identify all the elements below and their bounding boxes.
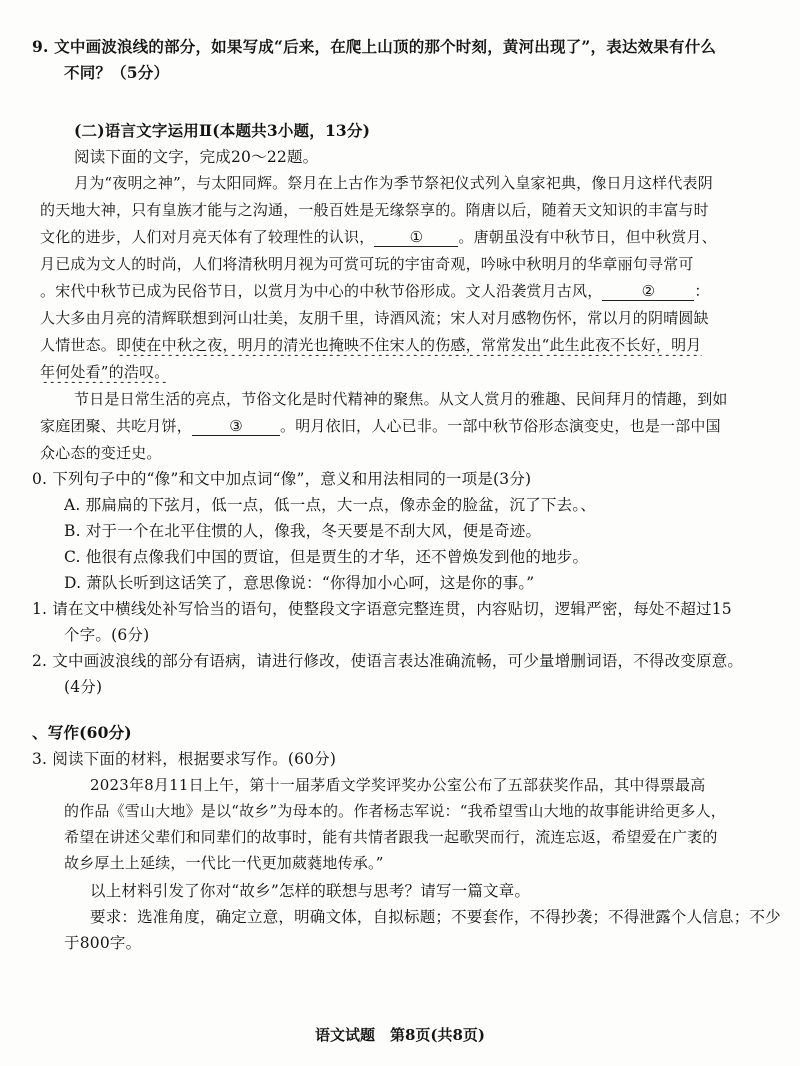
passage-text: 文化的进步，人们对月亮天体有了较理性的认识， [40,228,375,246]
passage-text: 。宋代中秋节已成为民俗节日，以赏月为中心的中秋节俗形成。文人沿袭赏月古风， [40,282,603,300]
q22-stem-line1: 2. 文中画波浪线的部分有语病，请进行修改，使语言表达准确流畅，可少量增删词语，不得改变原意。 [32,652,744,670]
q20-option-b[interactable]: B. 对于一个在北平住惯的人，像我，冬天要是不刮大风，便是奇迹。 [64,522,542,540]
wavy-underlined-text: 即使在中秋之夜，明月的清光也掩映不住宋人的伤感，常常发出“此生此夜不长好，明月 [116,336,702,354]
q19-stem-line2: 不同？（5分） [64,63,170,82]
passage-text: 家庭团聚、共吃月饼， [40,417,193,435]
passage-p1-line6: 人大多由月亮的清辉联想到河山壮美，友朋千里，诗酒风流；宋人对月感物伤怀，常以月的阴晴圆缺 [40,309,709,327]
passage-p1-line8 [40,361,169,383]
passage-text: 。明月依旧，人心已非。一部中秋节俗形态演变史，也是一部中国 [280,417,721,435]
q22-stem-line2: (4分) [64,678,103,696]
passage-text: 月为“夜明之神”，与太阳同辉。祭月在上古作为季节祭祀仪式列入皇家祀典，像日月这样代表阴 [74,174,713,192]
wavy-underlined-text: 年何处看”的浩叹。 [40,363,170,381]
passage-text: 人情世态。 [40,336,117,354]
material-line2: 的作品《雪山大地》是以“故乡”为母本的。作者杨志军说：“我希望雪山大地的故事能讲给更多人， [64,802,727,820]
passage-p1-line1 [74,172,713,194]
q20-option-c[interactable]: C. 他很有点像我们中国的贾谊，但是贾生的才华，还不曾焕发到他的地步。 [64,548,589,566]
passage-p2-line2 [40,415,721,437]
fill-blank-1[interactable]: ① [374,228,458,247]
passage-p1-line2: 的天地大神，只有皇族才能与之沟通，一般百姓是无缘祭享的。隋唐以后，随着天文知识的丰富与时 [40,201,709,219]
passage-p1-line3 [40,226,717,248]
passage-p1-line5 [40,280,710,302]
page-footer: 语文试题 第8页(共8页) [314,1026,486,1044]
passage-p1-line4: 月已成为文人的时尚，人们将清秋明月视为可赏可玩的宇宙奇观，吟咏中秋明月的华章丽句寻常可 [40,255,694,273]
passage-p2-line3: 众心态的变迁史。 [40,444,162,462]
passage-p1-line7 [40,334,702,356]
section2-instruction: 阅读下面的文字，完成20～22题。 [74,148,319,166]
material-line1: 2023年8月11日上午，第十一届茅盾文学奖评奖办公室公布了五部获奖作品，其中得票最高 [90,776,706,794]
passage-text: ： [694,282,710,300]
q20-stem: 0. 下列句子中的“像”和文中加点词“像”，意义和用法相同的一项是(3分) [32,470,532,488]
writing-requirements-line1: 要求：选准角度，确定立意，明确文体，自拟标题；不要套作，不得抄袭；不得泄露个人信息；不少 [90,908,781,926]
q21-stem-line2: 个字。(6分) [64,626,150,644]
section2-heading: (二)语言文字运用Ⅱ(本题共3小题，13分) [74,121,371,140]
writing-prompt: 以上材料引发了你对“故乡”怎样的联想与思考？请写一篇文章。 [90,882,531,900]
q20-option-d[interactable]: D. 萧队长听到这话笑了，意思像说：“你得加小心呵，这是你的事。” [64,574,535,592]
q19-stem-line1: 9. 文中画波浪线的部分，如果写成“后来，在爬上山顶的那个时刻，黄河出现了”，表达效果有什么 [32,37,717,56]
passage-p2-line1: 节日是日常生活的亮点，节俗文化是时代精神的聚焦。从文人赏月的雅趣、民间拜月的情趣，到如 [74,390,728,408]
material-line4: 故乡厚土上延续，一代比一代更加葳蕤地传承。” [64,854,384,872]
q21-stem-line1: 1. 请在文中横线处补写恰当的语句，使整段文字语意完整连贯，内容贴切，逻辑严密，每处不超过15 [32,600,732,618]
q20-option-a[interactable]: A. 那扁扁的下弦月，低一点，低一点，大一点，像赤金的脸盆，沉了下去。、 [64,496,596,514]
writing-heading: 、写作(60分) [32,723,132,742]
fill-blank-2[interactable]: ② [602,282,694,301]
material-line3: 希望在讲述父辈们和同辈们的故事时，能有共情者跟我一起歌哭而行，流连忘返，希望爱在广袤的 [64,828,718,846]
fill-blank-3[interactable]: ③ [192,417,280,436]
q23-stem: 3. 阅读下面的材料，根据要求写作。(60分) [32,750,337,768]
writing-requirements-line2: 于800字。 [64,934,142,952]
passage-text: 。唐朝虽没有中秋节日，但中秋赏月、 [458,228,717,246]
